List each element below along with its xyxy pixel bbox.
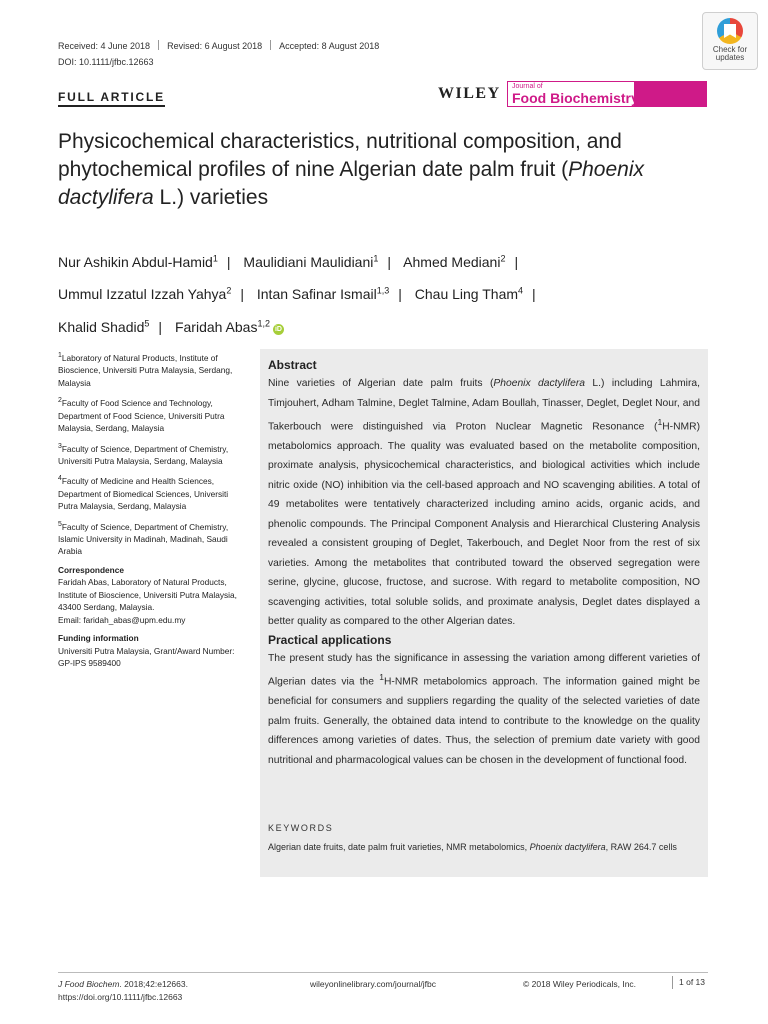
abstract-heading: Abstract [268, 358, 317, 372]
divider [158, 40, 159, 50]
correspondence-heading: Correspondence [58, 564, 124, 575]
author[interactable]: Intan Safinar Ismail$^{1,3}$ [256, 285, 390, 303]
author[interactable]: Khalid Shadid$^5$ [58, 318, 150, 335]
funding-heading: Funding information [58, 633, 139, 644]
journal-site-link[interactable]: wileyonlinelibrary.com/journal/jfbc [310, 979, 436, 989]
accepted-date: Accepted: 8 August 2018 [279, 41, 380, 51]
title-part-2: L.) varieties [153, 186, 269, 209]
funding-text: Universiti Putra Malaysia, Grant/Award Number: GP-IPS 9589400 [58, 645, 235, 669]
author-separator: | [240, 286, 244, 303]
keywords-text: Algerian date fruits, date palm fruit varieties, NMR metabolomics, Phoenix dactylifera, RAW 264.7 cells [268, 842, 677, 852]
page-number: 1 of 13 [672, 976, 705, 989]
article-title [58, 128, 718, 212]
divider [270, 40, 271, 50]
affiliation: $^4$Faculty of Medicine and Health Sciences, Department of Biomedical Sciences, Universiti Putra Malaysia, Serdang, Malaysia [58, 475, 229, 512]
journal-logo [507, 81, 707, 107]
bookmark-icon [717, 18, 743, 44]
practical-heading: Practical applications [268, 632, 392, 647]
author-separator: | [398, 286, 402, 303]
correspondence-text: Faridah Abas, Laboratory of Natural Products, Institute of Bioscience, Universiti Putra Malaysia, 43400 Serdang, Malaysia. [58, 577, 237, 613]
orcid-icon[interactable]: iD [274, 325, 282, 333]
citation-link[interactable]: https://doi.org/10.1111/jfbc.12663 [58, 992, 183, 1002]
author-separator: | [532, 286, 536, 303]
citation: J Food Biochem. 2018;42:e12663. https://doi.org/10.1111/jfbc.12663 [58, 979, 188, 1002]
revised-date: Revised: 6 August 2018 [167, 41, 263, 51]
author-list [58, 244, 718, 342]
affiliation: $^5$Faculty of Science, Department of Chemistry, Islamic University in Madinah, Madinah, Saudi Arabia [58, 520, 229, 557]
journal-of-label: Journal of [512, 83, 543, 90]
author[interactable]: Nur Ashikin Abdul-Hamid$^1$ [58, 253, 218, 270]
journal-name: Food Biochemistry [512, 90, 639, 106]
copyright: © 2018 Wiley Periodicals, Inc. [523, 979, 637, 989]
author-separator: | [514, 253, 519, 270]
author-separator: | [387, 253, 392, 270]
received-date: Received: 4 June 2018 [58, 41, 151, 51]
title-part-1: Physicochemical characteristics, nutritional composition, and phytochemical profiles of nine Algerian date palm fruit ( [58, 130, 622, 181]
affiliation: $^1$Laboratory of Natural Products, Institute of Bioscience, Universiti Putra Malaysia, Serdang, Malaysia [58, 352, 233, 388]
check-for-updates-badge[interactable] [702, 12, 758, 70]
affiliation: $^3$Faculty of Science, Department of Chemistry, Universiti Putra Malaysia, Serdang, Malaysia [58, 442, 229, 466]
keywords-heading: KEYWORDS [268, 823, 334, 833]
footer-divider [58, 972, 708, 973]
badge-line-1: Check for [712, 45, 748, 54]
practical-text: The present study has the significance in assessing the variation among different varieties of Algerian dates via the $^1$H-NMR metabolomics approach. The information gained might be beneficial for consumers and suppliers regarding the quality of the selected varieties of date palm fruits. Generally, the obtained data intend to contribute to the knowledge on the quality differences among varieties of dates. Thus, the selection of premium date variety with good nutritional and pharmacological values can be chosen in the development of functional food. [268, 652, 700, 766]
author[interactable]: Faridah Abas$^{1,2}$iD [174, 318, 282, 335]
journal-logo-panel [507, 81, 639, 107]
author[interactable]: Maulidiani Maulidiani$^1$ [243, 253, 379, 270]
section-label: FULL ARTICLE [58, 90, 165, 107]
title-species: Phoenix dactylifera [58, 158, 644, 209]
author-separator: | [158, 318, 163, 335]
author[interactable]: Ummul Izzatul Izzah Yahya$^2$ [58, 285, 232, 303]
affiliations-panel [58, 350, 246, 676]
author[interactable]: Chau Ling Tham$^4$ [414, 285, 524, 303]
badge-line-2: updates [715, 53, 745, 62]
author-separator: | [226, 253, 231, 270]
correspondence-email[interactable]: Email: faridah_abas@upm.edu.my [58, 614, 186, 625]
abstract-text: Nine varieties of Algerian date palm fruits (Phoenix dactylifera L.) including Lahmira, Timjouhert, Adham Talmine, Deglet Talmine, Adam Boullah, Tinasser, Deglet, Deglet Nour, and Takerbouch were distinguished via Proton Nuclear Magnetic Resonance ($^1$H-NMR) metabolomics approach. The quality was evaluated based on the metabolite composition, proximate analysis, physicochemical characteristics, and biological activities which include nitric oxide (NO) inhibition via the cell-based approach and NO scavenging abilities. A total of 49 metabolites were tentatively characterized including amino acids, organic acids, and phenolic compounds. The Principal Component Analysis and Hierarchical Clustering Analysis revealed a consistent grouping of Deglet, Takerbouch, and Deglet Noor from the rest of six varieties. Among the metabolites that contributed toward the observed segregation were serine, glycine, glucose, fructose, and sucrose. With regard to metabolite composition, NO scavenging activities, total soluble solids, and proximate analysis, Deglet dates displayed a better quality as compared to the other Algerian dates. [268, 378, 700, 628]
publisher-logo: WILEY [438, 85, 501, 102]
affiliation: $^2$Faculty of Food Science and Technology, Department of Food Science, Universiti Putra Malaysia, Serdang, Malaysia [58, 397, 225, 434]
article-dates [58, 40, 379, 51]
doi[interactable]: DOI: 10.1111/jfbc.12663 [58, 57, 154, 67]
author[interactable]: Ahmed Mediani$^2$ [403, 253, 506, 270]
abstract-box [260, 349, 708, 877]
